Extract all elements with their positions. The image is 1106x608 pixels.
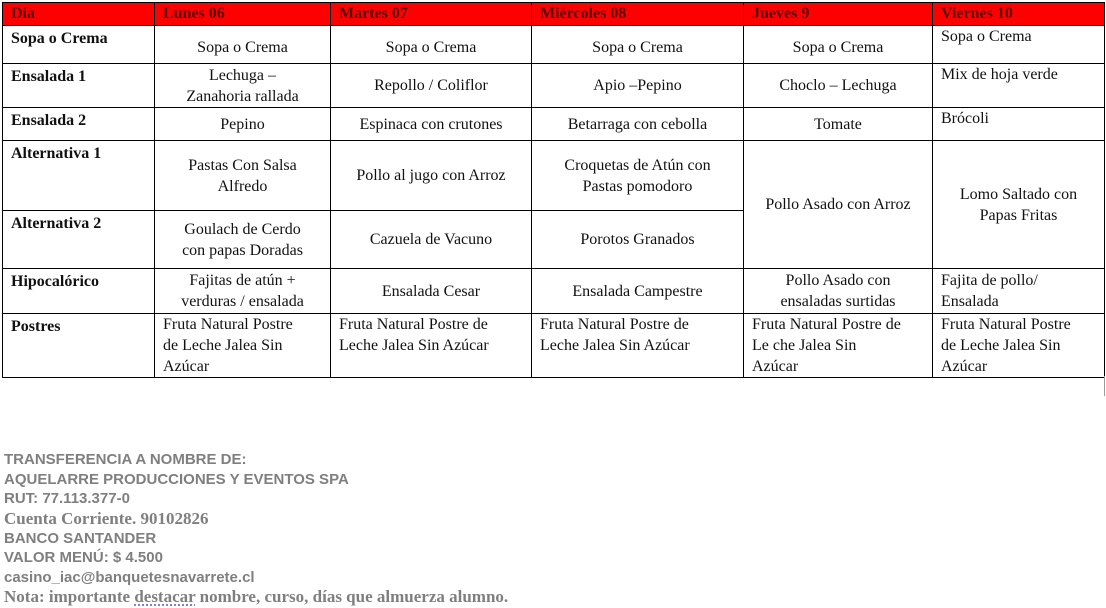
- menu-cell: Cazuela de Vacuno: [331, 211, 532, 269]
- menu-cell: Lechuga – Zanahoria rallada: [155, 64, 331, 108]
- menu-cell: Sopa o Crema: [933, 26, 1105, 64]
- note-prefix: Nota: importante: [4, 586, 135, 606]
- header-tuesday: Martes 07: [331, 3, 532, 26]
- menu-cell: Porotos Granados: [532, 211, 744, 269]
- row-label: Alternativa 2: [3, 211, 155, 269]
- menu-cell: Sopa o Crema: [532, 26, 744, 64]
- menu-cell: Apio –Pepino: [532, 64, 744, 108]
- menu-cell: Fruta Natural Postre de Leche Jalea Sin Azúcar: [933, 314, 1105, 378]
- row-label: Sopa o Crema: [3, 26, 155, 64]
- note-suffix: nombre, curso, días que almuerza alumno.: [195, 586, 509, 606]
- menu-cell: Pollo al jugo con Arroz: [331, 141, 532, 211]
- header-friday: Viernes 10: [933, 3, 1105, 26]
- row-label: Hipocalórico: [3, 269, 155, 314]
- company-rut: RUT: 77.113.377-0: [4, 490, 130, 507]
- menu-cell: Sopa o Crema: [744, 26, 933, 64]
- menu-price: VALOR MENÚ: $ 4.500: [4, 549, 163, 566]
- menu-cell: Croquetas de Atún con Pastas pomodoro: [532, 141, 744, 211]
- account-number: Cuenta Corriente. 90102826: [4, 508, 209, 528]
- menu-cell: Repollo / Coliflor: [331, 64, 532, 108]
- row-label: Postres: [3, 314, 155, 378]
- menu-cell: Pepino: [155, 108, 331, 141]
- transfer-heading: TRANSFERENCIA A NOMBRE DE:: [4, 451, 247, 468]
- menu-cell: Espinaca con crutones: [331, 108, 532, 141]
- header-monday: Lunes 06: [155, 3, 331, 26]
- menu-cell: Goulach de Cerdo con papas Doradas: [155, 211, 331, 269]
- menu-cell: Ensalada Campestre: [532, 269, 744, 314]
- menu-cell: Sopa o Crema: [155, 26, 331, 64]
- menu-cell: Fruta Natural Postre de Leche Jalea Sin Azúcar: [155, 314, 331, 378]
- menu-cell: Fruta Natural Postre de Le che Jalea Sin Azúcar: [744, 314, 933, 378]
- note: [4, 587, 508, 607]
- payment-info: [4, 450, 508, 607]
- row-label: Ensalada 1: [3, 64, 155, 108]
- note-underlined-word: destacar: [134, 586, 196, 606]
- table-header-row: [3, 3, 1105, 26]
- menu-cell: Fajita de pollo/ Ensalada: [933, 269, 1105, 314]
- weekly-menu-table: [2, 2, 1105, 378]
- company-name: AQUELARRE PRODUCCIONES Y EVENTOS SPA: [4, 470, 349, 488]
- menu-cell: Sopa o Crema: [331, 26, 532, 64]
- header-wednesday: Miércoles 08: [532, 3, 744, 26]
- menu-cell: Fruta Natural Postre de Leche Jalea Sin Azúcar: [331, 314, 532, 378]
- menu-cell: Betarraga con cebolla: [532, 108, 744, 141]
- menu-cell: Pollo Asado con ensaladas surtidas: [744, 269, 933, 314]
- menu-cell: Tomate: [744, 108, 933, 141]
- table-row-postres: [3, 314, 1105, 378]
- bank-name: BANCO SANTANDER: [4, 529, 157, 547]
- table-row-ensalada-1: [3, 64, 1105, 108]
- menu-cell: Mix de hoja verde: [933, 64, 1105, 108]
- menu-cell: Ensalada Cesar: [331, 269, 532, 314]
- menu-cell-merged: Pollo Asado con Arroz: [744, 141, 933, 269]
- menu-cell: Brócoli: [933, 108, 1105, 141]
- row-label: Alternativa 1: [3, 141, 155, 211]
- menu-cell: Pastas Con Salsa Alfredo: [155, 141, 331, 211]
- table-row-ensalada-2: [3, 108, 1105, 141]
- menu-cell: Fruta Natural Postre de Leche Jalea Sin Azúcar: [532, 314, 744, 378]
- page-edge-marker: [1104, 376, 1105, 396]
- header-day: Día: [3, 3, 155, 26]
- header-thursday: Jueves 9: [744, 3, 933, 26]
- row-label: Ensalada 2: [3, 108, 155, 141]
- menu-cell: Choclo – Lechuga: [744, 64, 933, 108]
- menu-cell-merged: Lomo Saltado con Papas Fritas: [933, 141, 1105, 269]
- table-row-sopa: [3, 26, 1105, 64]
- menu-cell: Fajitas de atún + verduras / ensalada: [155, 269, 331, 314]
- table-row-hipocalorico: [3, 269, 1105, 314]
- table-row-alternativa-1: [3, 141, 1105, 211]
- contact-email[interactable]: casino_iac@banquetesnavarrete.cl: [4, 568, 255, 586]
